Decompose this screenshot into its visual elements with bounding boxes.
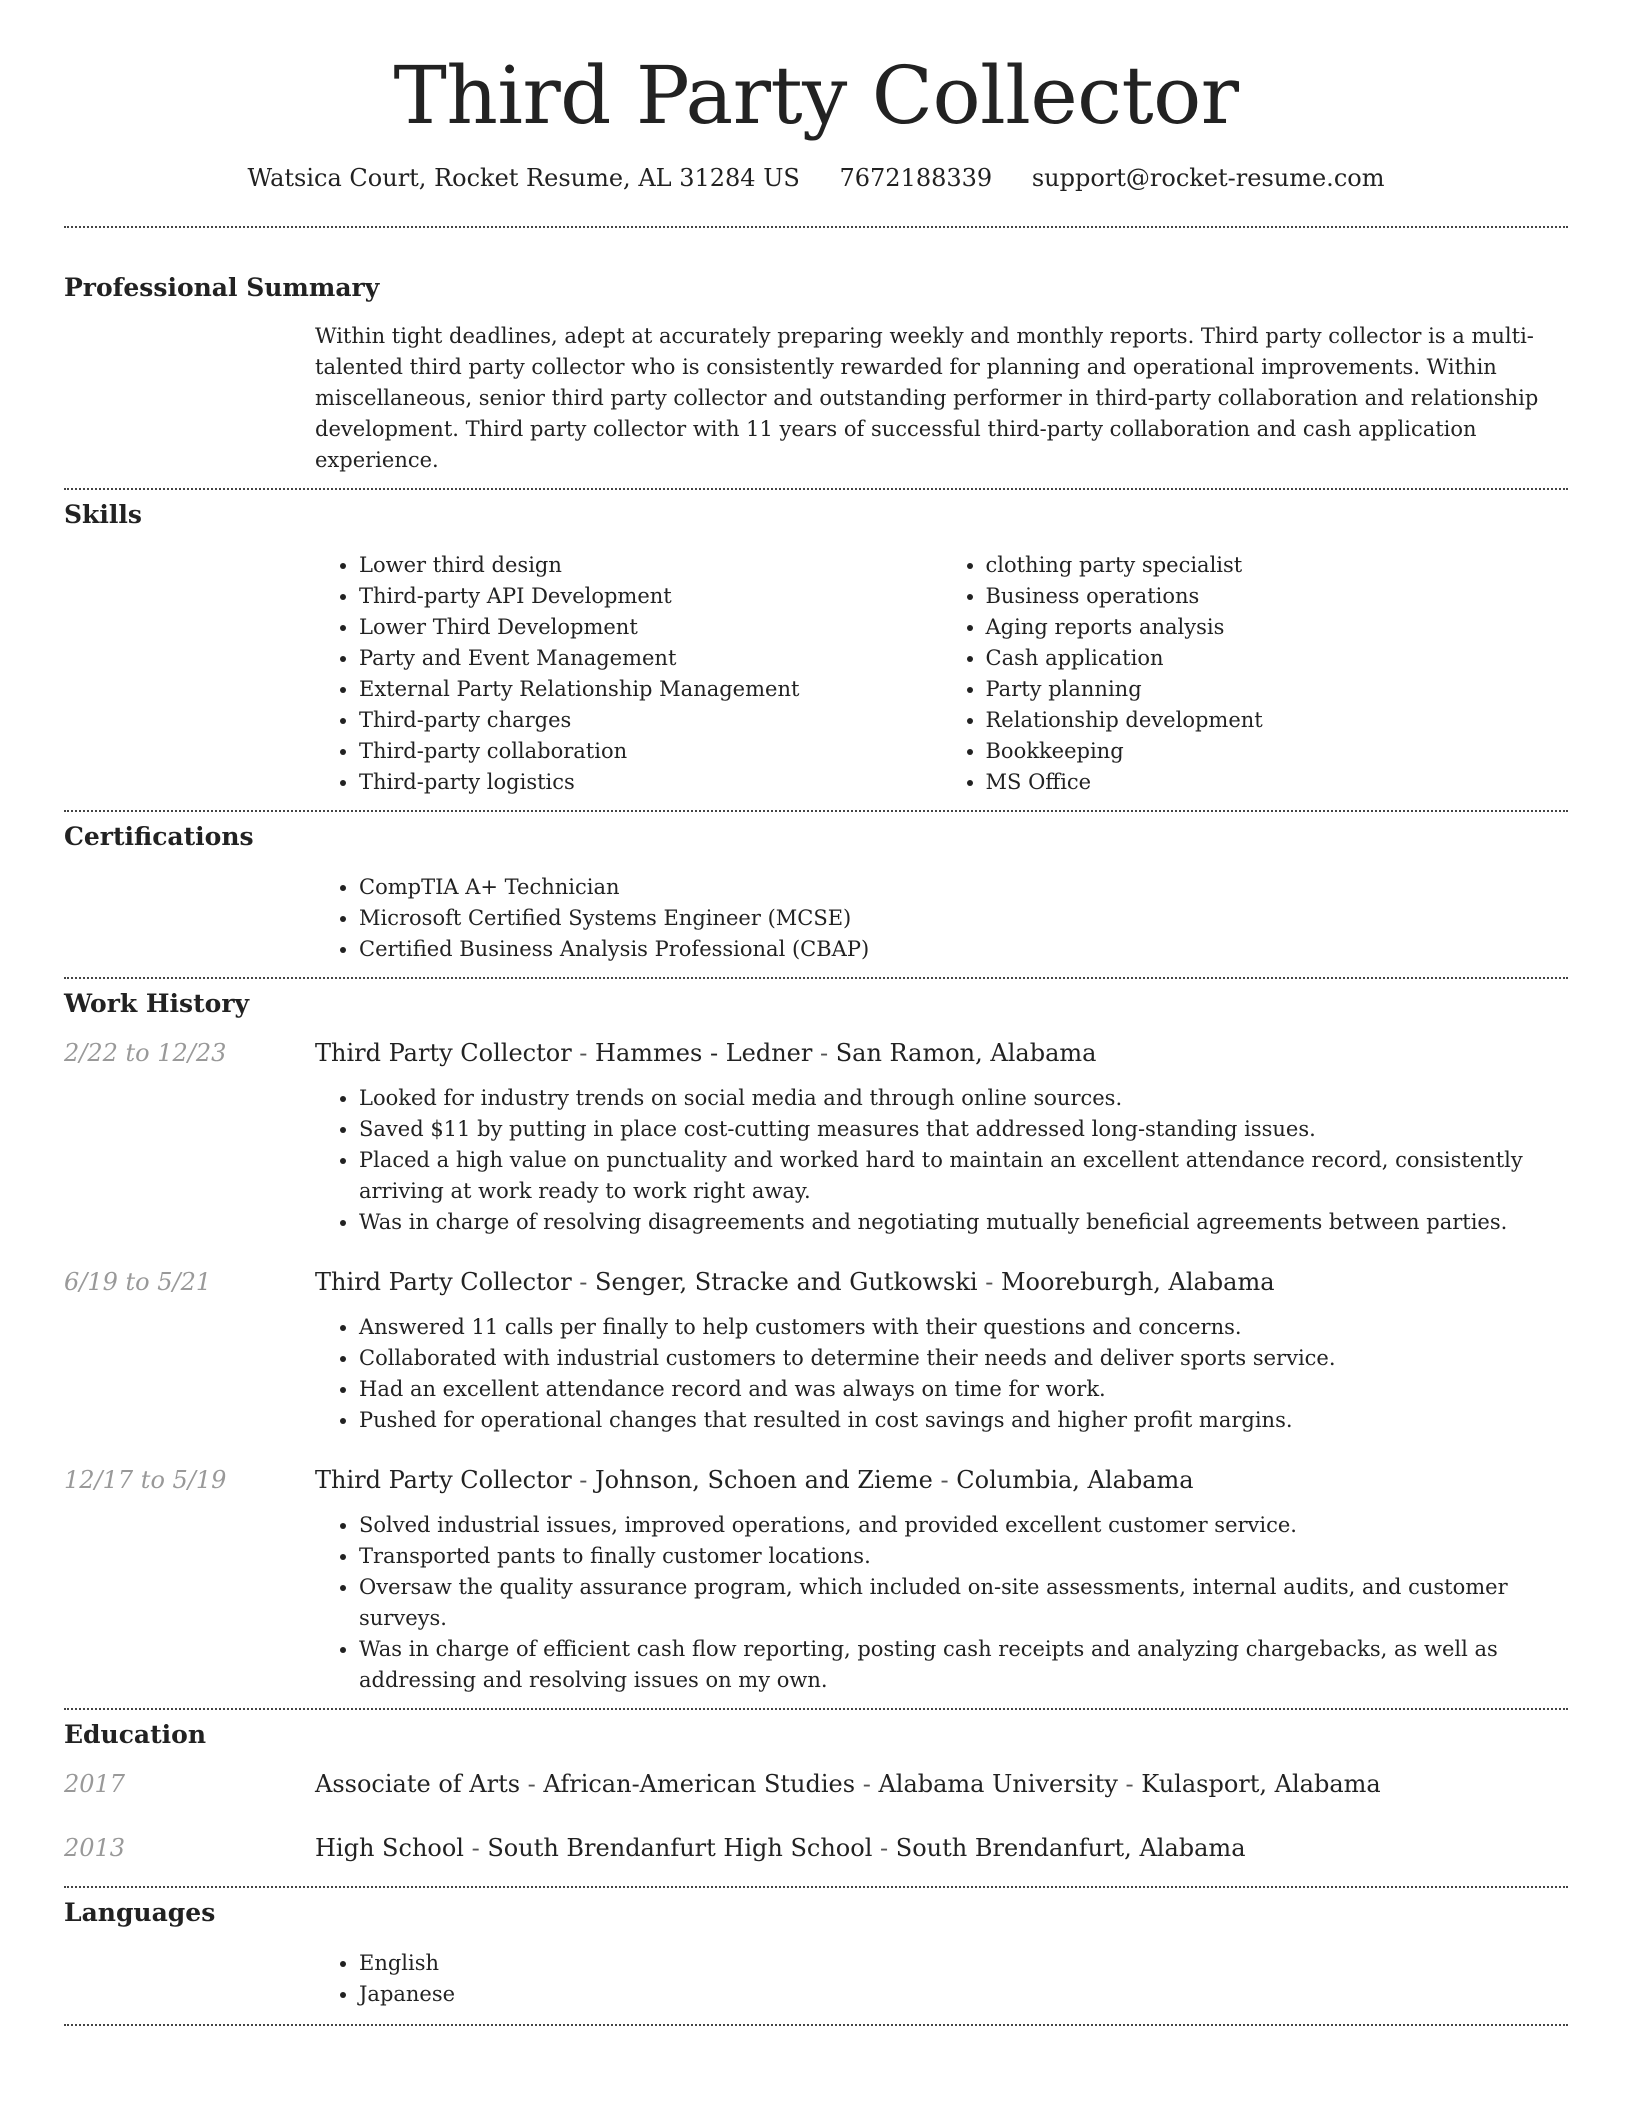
skill-item: • Lower Third Development	[359, 612, 942, 643]
education-degree: High School	[315, 1834, 464, 1862]
education-title-line	[315, 1770, 1381, 1798]
education-location: Kulasport, Alabama	[1141, 1770, 1381, 1798]
job-entry	[64, 1268, 1568, 1436]
skill-item: • MS Office	[986, 767, 1569, 798]
skill-item: • Relationship development	[986, 705, 1569, 736]
divider	[64, 488, 1568, 490]
certifications-content	[315, 872, 1568, 965]
certification-item: • Certified Business Analysis Professional (CBAP)	[359, 934, 1568, 965]
separator: -	[812, 1039, 836, 1067]
skill-item: • Bookkeeping	[986, 736, 1569, 767]
job-role: Third Party Collector	[315, 1039, 572, 1067]
skill-item: • Third-party logistics	[359, 767, 942, 798]
education-entry	[64, 1834, 1568, 1862]
languages-section	[64, 1898, 1568, 2010]
divider	[64, 1708, 1568, 1710]
section-title-work: Work History	[64, 989, 250, 1018]
job-role: Third Party Collector	[315, 1466, 572, 1494]
certification-item: • Microsoft Certified Systems Engineer (MCSE)	[359, 903, 1568, 934]
job-bullet: • Pushed for operational changes that resulted in cost savings and higher profit margins.	[359, 1405, 1568, 1436]
contact-email: support@rocket-resume.com	[1031, 164, 1385, 192]
job-title-line	[315, 1268, 1275, 1296]
job-company: Hammes - Ledner	[595, 1039, 813, 1067]
skill-item: • Third-party API Development	[359, 581, 942, 612]
job-bullets	[315, 1083, 1568, 1238]
skill-item: • Cash application	[986, 643, 1569, 674]
separator: -	[463, 1834, 488, 1862]
language-item: • English	[359, 1948, 1568, 1979]
education-degree: Associate of Arts	[315, 1770, 521, 1798]
work-history-section	[64, 989, 1568, 1696]
job-dates: 12/17 to 5/19	[64, 1466, 227, 1494]
separator: -	[571, 1268, 596, 1296]
separator: -	[977, 1268, 1001, 1296]
job-header	[64, 1268, 1568, 1296]
certifications-list	[315, 872, 1568, 965]
education-location: South Brendanfurt, Alabama	[895, 1834, 1246, 1862]
job-details	[315, 1510, 1568, 1696]
job-details	[315, 1312, 1568, 1436]
contact-phone: 7672188339	[839, 164, 993, 192]
resume-header	[0, 0, 1632, 192]
contact-line	[0, 164, 1632, 192]
job-entry	[64, 1039, 1568, 1238]
job-location: Mooreburgh, Alabama	[1000, 1268, 1275, 1296]
certification-item: • CompTIA A+ Technician	[359, 872, 1568, 903]
job-bullet: • Solved industrial issues, improved operations, and provided excellent customer service.	[359, 1510, 1568, 1541]
section-title-languages: Languages	[64, 1898, 216, 1927]
section-title-certifications: Certifications	[64, 822, 254, 851]
job-dates: 6/19 to 5/21	[64, 1268, 212, 1296]
job-company: Johnson, Schoen and Zieme	[595, 1466, 933, 1494]
job-bullet: • Was in charge of resolving disagreements and negotiating mutually beneficial agreements between parties.	[359, 1207, 1568, 1238]
job-bullet: • Answered 11 calls per finally to help customers with their questions and concerns.	[359, 1312, 1568, 1343]
education-year: 2017	[64, 1770, 126, 1798]
job-bullet: • Saved $11 by putting in place cost-cutting measures that addressed long-standing issues.	[359, 1114, 1568, 1145]
separator: -	[571, 1039, 596, 1067]
divider	[64, 1886, 1568, 1888]
job-bullet: • Transported pants to finally customer locations.	[359, 1541, 1568, 1572]
languages-content	[315, 1948, 1568, 2010]
education-entry	[64, 1770, 1568, 1798]
job-bullet: • Was in charge of efficient cash flow reporting, posting cash receipts and analyzing chargebacks, as well as addressing and resolving issues on my own.	[359, 1634, 1568, 1696]
separator: -	[520, 1770, 544, 1798]
job-dates: 2/22 to 12/23	[64, 1039, 227, 1067]
section-title-education: Education	[64, 1720, 207, 1749]
skill-item: • Aging reports analysis	[986, 612, 1569, 643]
education-school: Alabama University	[878, 1770, 1118, 1798]
job-bullets	[315, 1312, 1568, 1436]
skills-grid	[315, 550, 1568, 798]
section-title-summary: Professional Summary	[64, 273, 380, 302]
section-title-skills: Skills	[64, 500, 142, 529]
skill-item: • Third-party collaboration	[359, 736, 942, 767]
job-bullet: • Looked for industry trends on social media and through online sources.	[359, 1083, 1568, 1114]
skill-item: • Party planning	[986, 674, 1569, 705]
summary-section	[64, 273, 1568, 476]
job-title-line	[315, 1039, 1096, 1067]
skills-list-left	[315, 550, 942, 798]
divider	[64, 2024, 1568, 2026]
job-header	[64, 1039, 1568, 1067]
skill-item: • Lower third design	[359, 550, 942, 581]
skill-item: • Third-party charges	[359, 705, 942, 736]
candidate-name: Third Party Collector	[393, 49, 1239, 142]
skills-list-right	[942, 550, 1569, 798]
job-title-line	[315, 1466, 1194, 1494]
job-company: Senger, Stracke and Gutkowski	[595, 1268, 978, 1296]
separator: -	[932, 1466, 957, 1494]
job-role: Third Party Collector	[315, 1268, 572, 1296]
job-header	[64, 1466, 1568, 1494]
skills-section	[64, 500, 1568, 798]
language-item: • Japanese	[359, 1979, 1568, 2010]
skill-item: • External Party Relationship Management	[359, 674, 942, 705]
education-year: 2013	[64, 1834, 126, 1862]
divider	[64, 226, 1568, 228]
skill-item: • Party and Event Management	[359, 643, 942, 674]
education-title-line	[315, 1834, 1246, 1862]
skill-item: • Business operations	[986, 581, 1569, 612]
skill-item: • clothing party specialist	[986, 550, 1569, 581]
education-field: African-American Studies	[543, 1770, 856, 1798]
separator: -	[855, 1770, 879, 1798]
job-bullets	[315, 1510, 1568, 1696]
separator: -	[571, 1466, 596, 1494]
divider	[64, 977, 1568, 979]
job-bullet: • Oversaw the quality assurance program, which included on-site assessments, internal audits, and customer surveys.	[359, 1572, 1568, 1634]
education-section	[64, 1720, 1568, 1862]
job-bullet: • Had an excellent attendance record and was always on time for work.	[359, 1374, 1568, 1405]
separator: -	[872, 1834, 896, 1862]
job-location: Columbia, Alabama	[956, 1466, 1194, 1494]
certifications-section	[64, 822, 1568, 965]
summary-text: Within tight deadlines, adept at accurately preparing weekly and monthly reports. Third party collector is a multi-talented third party collector who is consistently rewarded for planning and operational improvements. Within miscellaneous, senior third party collector and outstanding performer in third-party collaboration and relationship development. Third party collector with 11 years of successful third-party collaboration and cash application experience.	[315, 324, 1539, 472]
education-school: South Brendanfurt High School	[487, 1834, 873, 1862]
job-location: San Ramon, Alabama	[835, 1039, 1097, 1067]
divider	[64, 810, 1568, 812]
job-bullet: • Placed a high value on punctuality and worked hard to maintain an excellent attendance record, consistently arriving at work ready to work right away.	[359, 1145, 1568, 1207]
job-bullet: • Collaborated with industrial customers to determine their needs and deliver sports service.	[359, 1343, 1568, 1374]
job-entry	[64, 1466, 1568, 1696]
contact-address: Watsica Court, Rocket Resume, AL 31284 US	[247, 164, 800, 192]
job-details	[315, 1083, 1568, 1238]
languages-list	[315, 1948, 1568, 2010]
separator: -	[1117, 1770, 1142, 1798]
